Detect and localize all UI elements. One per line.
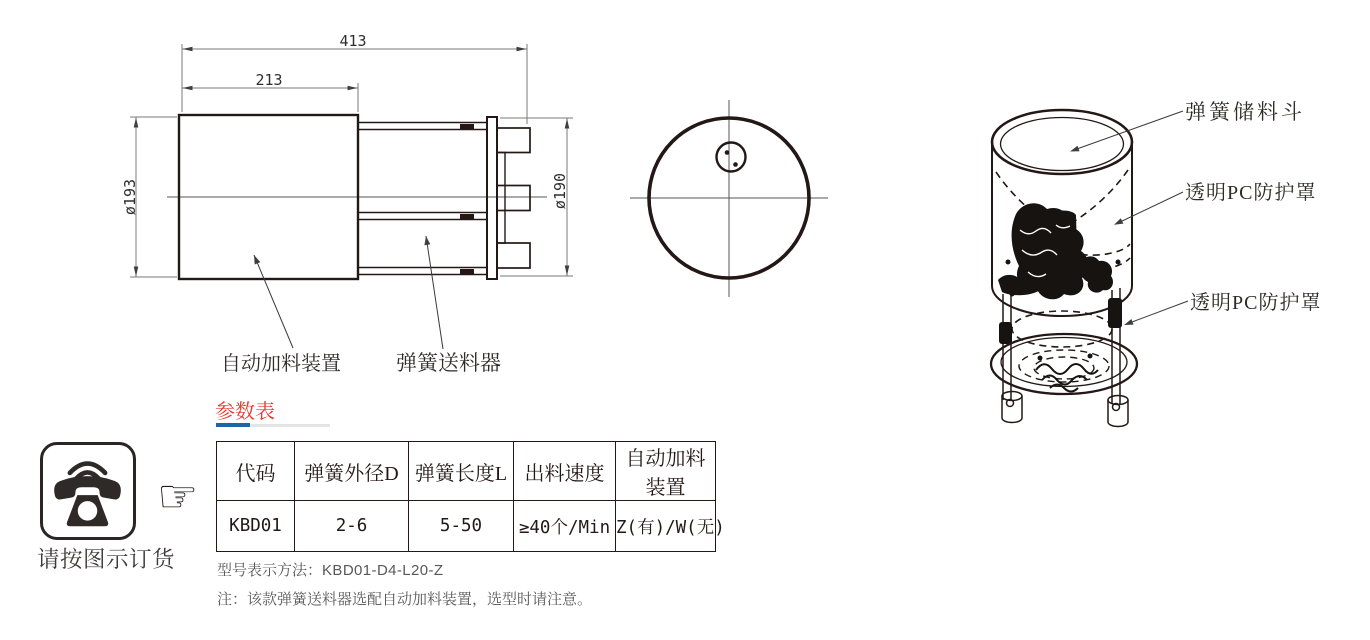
phone-dial: [78, 501, 97, 520]
base-springs: [1036, 364, 1098, 392]
feeder-rods: [358, 123, 488, 275]
spring-feeder-leader: [426, 236, 443, 349]
spring-cluster-right: [1080, 256, 1113, 292]
leg-clamp-right: [1108, 298, 1122, 328]
title-underline-gray: [250, 424, 330, 427]
hopper-top-rim: [992, 110, 1132, 174]
param-header-auto-feeder: 自动加料装置: [616, 442, 716, 501]
model-note-code: KBD01-D4-L20-Z: [322, 562, 444, 579]
front-view-outlet-circle: [717, 143, 746, 172]
rod-collars: [460, 124, 474, 275]
spring-feeder-label: 弹簧送料器: [396, 351, 501, 375]
param-value-code: KBD01: [217, 501, 295, 552]
outlet-dot-1: [725, 150, 730, 155]
flange-tabs: [497, 128, 530, 268]
inner-plate: [497, 153, 505, 244]
order-badge-caption: 请按图示订货: [37, 547, 176, 572]
side-view: [121, 32, 573, 375]
title-underline-blue: [216, 423, 250, 427]
dim-body-length: 213: [255, 71, 283, 89]
param-value-speed: ≥40个/Min: [514, 501, 616, 552]
front-view: [630, 100, 828, 297]
param-value-spring-od: 2-6: [295, 501, 409, 552]
auto-feeder-leader: [254, 255, 293, 348]
leg-clamp-left: [999, 322, 1012, 344]
hopper-top-rim-inner: [1001, 118, 1124, 171]
order-badge: [40, 442, 136, 540]
param-table: [216, 441, 725, 552]
model-note-label: 型号表示方法：: [217, 562, 323, 579]
iso-view: [991, 100, 1321, 427]
param-table-title: 参数表: [215, 401, 275, 423]
pointing-hand-icon: ☞: [157, 469, 199, 523]
telephone-icon: [43, 445, 132, 536]
param-header-spring-od: 弹簧外径D: [295, 442, 409, 501]
pc-cover-lower-leader: [1128, 301, 1188, 324]
hopper-leader: [1074, 111, 1183, 150]
param-value-spring-len: 5-50: [409, 501, 514, 552]
foot-left: [1002, 392, 1022, 423]
dim-flange-diameter: ø190: [551, 172, 569, 210]
hopper-label: 弹簧储料斗: [1185, 100, 1305, 124]
foot-right: [1108, 396, 1128, 427]
param-header-code: 代码: [217, 442, 295, 501]
pc-cover-upper-label: 透明PC防护罩: [1185, 182, 1317, 204]
pc-cover-lower-label: 透明PC防护罩: [1190, 292, 1322, 314]
param-header-spring-len: 弹簧长度L: [409, 442, 514, 501]
model-note: [217, 559, 444, 580]
dim-total-length: 413: [339, 32, 367, 50]
param-header-speed: 出料速度: [514, 442, 616, 501]
flange-plate: [487, 117, 497, 279]
pc-cover-upper-leader: [1118, 192, 1183, 223]
front-view-crosshair: [630, 100, 828, 297]
outlet-dot-2: [733, 162, 738, 167]
auto-feeder-label: 自动加料装置: [221, 353, 341, 375]
selection-note: 注：该款弹簧送料器选配自动加料装置，选型时请注意。: [217, 591, 593, 608]
param-table-header-row: [217, 442, 716, 501]
param-table-data-row: [217, 501, 716, 552]
param-value-auto-feeder: Z(有)/W(无): [616, 501, 716, 552]
dim-body-diameter: ø193: [121, 178, 139, 216]
